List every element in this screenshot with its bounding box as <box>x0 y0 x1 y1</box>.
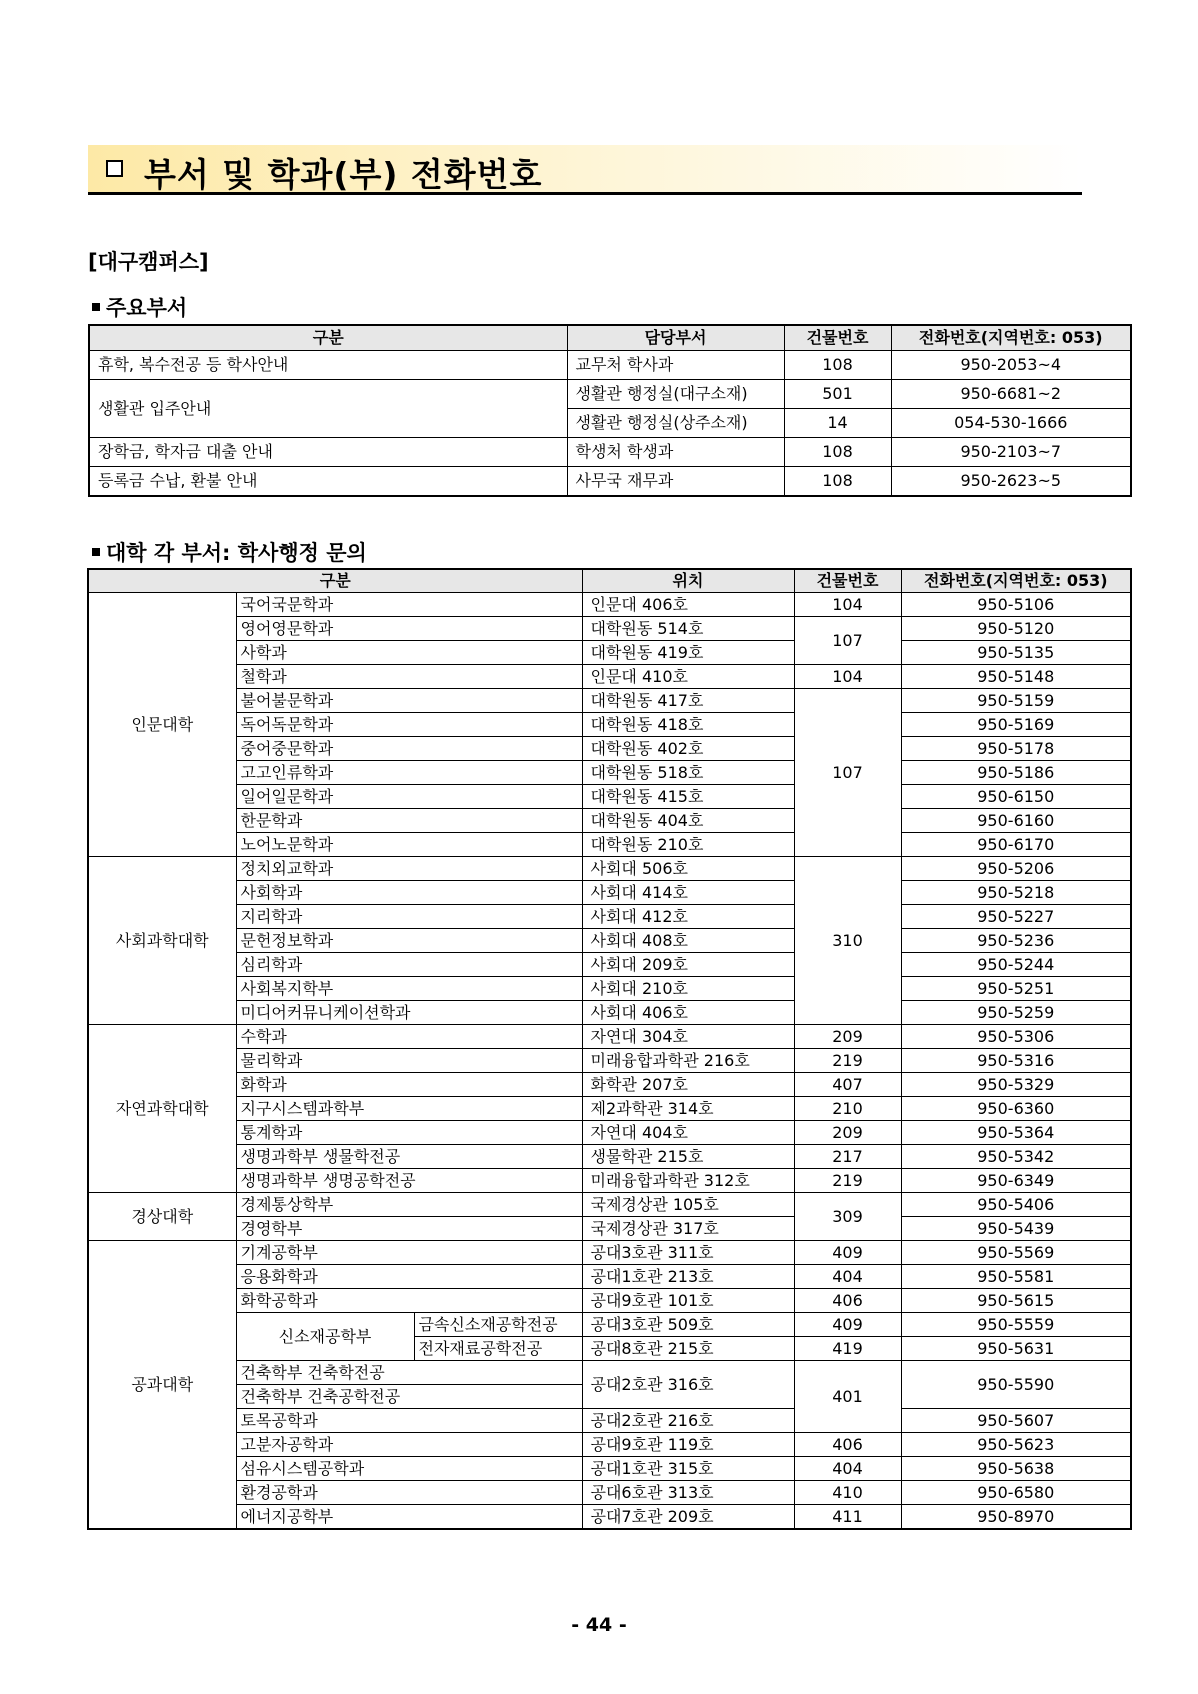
phone-cell: 950-8970 <box>901 1505 1131 1530</box>
location-cell: 국제경상관 105호 <box>582 1193 794 1217</box>
table-row <box>88 1457 1131 1481</box>
building-cell: 107 <box>794 689 901 857</box>
table-row <box>88 1217 1131 1241</box>
phone-cell: 950-5329 <box>901 1073 1131 1097</box>
location-cell: 생물학관 215호 <box>582 1145 794 1169</box>
building-cell: 404 <box>794 1265 901 1289</box>
dept-cell: 중어중문학과 <box>236 737 582 761</box>
dept-cell: 노어노문학과 <box>236 833 582 857</box>
dept-cell: 불어불문학과 <box>236 689 582 713</box>
phone-cell: 950-5120 <box>901 617 1131 641</box>
dept-cell: 금속신소재공학전공 <box>414 1313 582 1337</box>
building-cell: 108 <box>784 438 891 467</box>
phone-cell: 950-5148 <box>901 665 1131 689</box>
table-row <box>89 380 1131 409</box>
checkbox-square-icon <box>106 160 123 177</box>
table-row <box>88 833 1131 857</box>
table-row <box>88 809 1131 833</box>
phone-cell: 950-5227 <box>901 905 1131 929</box>
location-cell: 공대8호관 215호 <box>582 1337 794 1361</box>
table-row <box>89 438 1131 467</box>
dept-cell: 생활관 행정실(대구소재) <box>567 380 784 409</box>
dept-cell: 사무국 재무과 <box>567 467 784 497</box>
dept-cell: 에너지공학부 <box>236 1505 582 1530</box>
phone-cell: 950-5581 <box>901 1265 1131 1289</box>
location-cell: 공대6호관 313호 <box>582 1481 794 1505</box>
table-row <box>88 665 1131 689</box>
building-cell: 411 <box>794 1505 901 1530</box>
college-cell: 사회과학대학 <box>88 857 236 1025</box>
dept-cell: 지리학과 <box>236 905 582 929</box>
dept-cell: 국어국문학과 <box>236 593 582 617</box>
dept-cell: 섬유시스템공학과 <box>236 1457 582 1481</box>
phone-cell: 950-5638 <box>901 1457 1131 1481</box>
building-cell: 406 <box>794 1289 901 1313</box>
location-cell: 대학원동 418호 <box>582 713 794 737</box>
phone-cell: 950-5590 <box>901 1361 1131 1409</box>
phone-cell: 950-5623 <box>901 1433 1131 1457</box>
location-cell: 사회대 210호 <box>582 977 794 1001</box>
dept-cell: 생명과학부 생명공학전공 <box>236 1169 582 1193</box>
header-cell: 담당부서 <box>567 325 784 351</box>
building-cell: 104 <box>794 665 901 689</box>
location-cell: 사회대 408호 <box>582 929 794 953</box>
table-row <box>88 1049 1131 1073</box>
dept-cell: 교무처 학사과 <box>567 351 784 380</box>
table-row <box>88 1505 1131 1530</box>
phone-cell: 950-5106 <box>901 593 1131 617</box>
table-row <box>88 713 1131 737</box>
dept-cell: 한문학과 <box>236 809 582 833</box>
building-cell: 419 <box>794 1337 901 1361</box>
location-cell: 사회대 406호 <box>582 1001 794 1025</box>
location-cell: 자연대 404호 <box>582 1121 794 1145</box>
building-cell: 217 <box>794 1145 901 1169</box>
building-cell: 209 <box>794 1025 901 1049</box>
location-cell: 사회대 209호 <box>582 953 794 977</box>
college-cell: 자연과학대학 <box>88 1025 236 1193</box>
bullet-square-icon <box>92 303 100 311</box>
table-row <box>88 1001 1131 1025</box>
location-cell: 인문대 410호 <box>582 665 794 689</box>
location-cell: 공대2호관 216호 <box>582 1409 794 1433</box>
table-row <box>88 737 1131 761</box>
bullet-square-icon <box>92 548 100 556</box>
dept-cell: 영어영문학과 <box>236 617 582 641</box>
table-row <box>88 689 1131 713</box>
building-cell: 104 <box>794 593 901 617</box>
phone-cell: 950-6349 <box>901 1169 1131 1193</box>
dept-cell: 토목공학과 <box>236 1409 582 1433</box>
phone-cell: 950-6681~2 <box>891 380 1131 409</box>
phone-cell: 950-5169 <box>901 713 1131 737</box>
phone-cell: 950-5159 <box>901 689 1131 713</box>
location-cell: 공대9호관 119호 <box>582 1433 794 1457</box>
phone-cell: 950-5607 <box>901 1409 1131 1433</box>
phone-cell: 950-5236 <box>901 929 1131 953</box>
phone-cell: 950-6360 <box>901 1097 1131 1121</box>
category-cell: 휴학, 복수전공 등 학사안내 <box>89 351 567 380</box>
phone-cell: 950-6580 <box>901 1481 1131 1505</box>
dept-cell: 일어일문학과 <box>236 785 582 809</box>
building-cell: 14 <box>784 409 891 438</box>
header-cell: 건물번호 <box>794 569 901 593</box>
phone-cell: 950-5135 <box>901 641 1131 665</box>
dept-cell: 경영학부 <box>236 1217 582 1241</box>
phone-cell: 950-6170 <box>901 833 1131 857</box>
building-cell: 219 <box>794 1049 901 1073</box>
building-cell: 407 <box>794 1073 901 1097</box>
table-row <box>89 467 1131 497</box>
table-row <box>88 1289 1131 1313</box>
dept-cell: 건축학부 건축학전공 <box>236 1361 582 1385</box>
location-cell: 자연대 304호 <box>582 1025 794 1049</box>
table-row <box>88 617 1131 641</box>
section-title: 주요부서 <box>106 296 188 320</box>
dept-cell: 생활관 행정실(상주소재) <box>567 409 784 438</box>
table-row <box>88 1073 1131 1097</box>
table-row <box>88 1025 1131 1049</box>
dept-cell: 고분자공학과 <box>236 1433 582 1457</box>
dept-cell: 수학과 <box>236 1025 582 1049</box>
location-cell: 공대9호관 101호 <box>582 1289 794 1313</box>
location-cell: 인문대 406호 <box>582 593 794 617</box>
phone-cell: 950-5306 <box>901 1025 1131 1049</box>
dept-cell: 경제통상학부 <box>236 1193 582 1217</box>
dept-cell: 문헌정보학과 <box>236 929 582 953</box>
phone-cell: 950-5342 <box>901 1145 1131 1169</box>
table-header-row <box>88 569 1131 593</box>
category-cell: 장학금, 학자금 대출 안내 <box>89 438 567 467</box>
building-cell: 219 <box>794 1169 901 1193</box>
table-row <box>88 857 1131 881</box>
header-cell: 위치 <box>582 569 794 593</box>
phone-cell: 950-5251 <box>901 977 1131 1001</box>
location-cell: 대학원동 404호 <box>582 809 794 833</box>
location-cell: 미래융합과학관 216호 <box>582 1049 794 1073</box>
table-row <box>88 785 1131 809</box>
college-cell: 경상대학 <box>88 1193 236 1241</box>
dept-cell: 사회학과 <box>236 881 582 905</box>
dept-cell: 미디어커뮤니케이션학과 <box>236 1001 582 1025</box>
building-cell: 409 <box>794 1241 901 1265</box>
phone-cell: 950-5615 <box>901 1289 1131 1313</box>
dept-cell: 고고인류학과 <box>236 761 582 785</box>
table-row <box>88 1409 1131 1433</box>
building-cell: 410 <box>794 1481 901 1505</box>
table-row <box>88 1193 1131 1217</box>
location-cell: 화학관 207호 <box>582 1073 794 1097</box>
phone-cell: 950-6160 <box>901 809 1131 833</box>
table-row <box>88 593 1131 617</box>
table-row <box>88 1313 1131 1337</box>
header-cell: 전화번호(지역번호: 053) <box>901 569 1131 593</box>
college-cell: 공과대학 <box>88 1241 236 1530</box>
phone-cell: 950-2053~4 <box>891 351 1131 380</box>
location-cell: 사회대 414호 <box>582 881 794 905</box>
location-cell: 대학원동 210호 <box>582 833 794 857</box>
location-cell: 공대1호관 213호 <box>582 1265 794 1289</box>
location-cell: 대학원동 402호 <box>582 737 794 761</box>
table-row <box>88 881 1131 905</box>
location-cell: 미래융합과학관 312호 <box>582 1169 794 1193</box>
page-title: 부서 및 학과(부) 전화번호 <box>144 155 543 194</box>
category-cell: 등록금 수납, 환불 안내 <box>89 467 567 497</box>
building-cell: 108 <box>784 351 891 380</box>
phone-cell: 950-6150 <box>901 785 1131 809</box>
college-cell: 인문대학 <box>88 593 236 857</box>
table-row <box>88 977 1131 1001</box>
phone-cell: 950-5244 <box>901 953 1131 977</box>
phone-cell: 950-5406 <box>901 1193 1131 1217</box>
dept-cell: 정치외교학과 <box>236 857 582 881</box>
phone-cell: 950-5559 <box>901 1313 1131 1337</box>
phone-cell: 950-2103~7 <box>891 438 1131 467</box>
location-cell: 대학원동 518호 <box>582 761 794 785</box>
section-heading-main-departments <box>92 292 187 322</box>
dept-cell: 화학과 <box>236 1073 582 1097</box>
dept-cell: 물리학과 <box>236 1049 582 1073</box>
phone-cell: 950-5186 <box>901 761 1131 785</box>
building-cell: 309 <box>794 1193 901 1241</box>
college-departments-table <box>87 568 1132 1530</box>
location-cell: 공대2호관 316호 <box>582 1361 794 1409</box>
dept-cell: 화학공학과 <box>236 1289 582 1313</box>
page-number: - 44 - <box>571 1614 627 1636</box>
building-cell: 310 <box>794 857 901 1025</box>
header-cell: 구분 <box>88 569 582 593</box>
dept-cell: 건축학부 건축공학전공 <box>236 1385 582 1409</box>
dept-cell: 독어독문학과 <box>236 713 582 737</box>
table-row <box>89 351 1131 380</box>
table-row <box>88 761 1131 785</box>
category-cell: 생활관 입주안내 <box>89 380 567 438</box>
table-row <box>88 1097 1131 1121</box>
phone-cell: 950-5218 <box>901 881 1131 905</box>
header-cell: 구분 <box>89 325 567 351</box>
table-row <box>88 641 1131 665</box>
building-cell: 409 <box>794 1313 901 1337</box>
building-cell: 501 <box>784 380 891 409</box>
location-cell: 대학원동 415호 <box>582 785 794 809</box>
dept-cell: 사학과 <box>236 641 582 665</box>
building-cell: 209 <box>794 1121 901 1145</box>
location-cell: 공대1호관 315호 <box>582 1457 794 1481</box>
phone-cell: 950-5631 <box>901 1337 1131 1361</box>
sub-major-cell: 신소재공학부 <box>236 1313 414 1361</box>
dept-cell: 전자재료공학전공 <box>414 1337 582 1361</box>
table-row <box>88 1145 1131 1169</box>
dept-cell: 기계공학부 <box>236 1241 582 1265</box>
table-row <box>88 905 1131 929</box>
dept-cell: 철학과 <box>236 665 582 689</box>
building-cell: 210 <box>794 1097 901 1121</box>
dept-cell: 생명과학부 생물학전공 <box>236 1145 582 1169</box>
phone-cell: 950-5206 <box>901 857 1131 881</box>
table-row <box>88 1265 1131 1289</box>
location-cell: 사회대 506호 <box>582 857 794 881</box>
location-cell: 공대3호관 509호 <box>582 1313 794 1337</box>
location-cell: 대학원동 419호 <box>582 641 794 665</box>
location-cell: 공대7호관 209호 <box>582 1505 794 1530</box>
phone-cell: 950-5439 <box>901 1217 1131 1241</box>
building-cell: 406 <box>794 1433 901 1457</box>
phone-cell: 950-5178 <box>901 737 1131 761</box>
location-cell: 제2과학관 314호 <box>582 1097 794 1121</box>
table-row <box>88 953 1131 977</box>
phone-cell: 054-530-1666 <box>891 409 1131 438</box>
table-row <box>88 929 1131 953</box>
campus-label: [대구캠퍼스] <box>88 250 209 274</box>
location-cell: 국제경상관 317호 <box>582 1217 794 1241</box>
table-row <box>88 1481 1131 1505</box>
table-row <box>88 1121 1131 1145</box>
table-header-row <box>89 325 1131 351</box>
section-title: 대학 각 부서: 학사행정 문의 <box>106 541 367 565</box>
phone-cell: 950-2623~5 <box>891 467 1131 497</box>
phone-cell: 950-5259 <box>901 1001 1131 1025</box>
building-cell: 107 <box>794 617 901 665</box>
section-heading-college-departments <box>92 537 367 567</box>
dept-cell: 심리학과 <box>236 953 582 977</box>
section-title-bar <box>88 145 1082 195</box>
dept-cell: 응용화학과 <box>236 1265 582 1289</box>
phone-cell: 950-5316 <box>901 1049 1131 1073</box>
dept-cell: 통계학과 <box>236 1121 582 1145</box>
location-cell: 사회대 412호 <box>582 905 794 929</box>
dept-cell: 환경공학과 <box>236 1481 582 1505</box>
phone-cell: 950-5569 <box>901 1241 1131 1265</box>
location-cell: 공대3호관 311호 <box>582 1241 794 1265</box>
building-cell: 404 <box>794 1457 901 1481</box>
table-row <box>88 1433 1131 1457</box>
table-row <box>88 1241 1131 1265</box>
main-departments-table <box>88 324 1132 497</box>
dept-cell: 사회복지학부 <box>236 977 582 1001</box>
building-cell: 401 <box>794 1361 901 1433</box>
dept-cell: 지구시스템과학부 <box>236 1097 582 1121</box>
location-cell: 대학원동 514호 <box>582 617 794 641</box>
phone-cell: 950-5364 <box>901 1121 1131 1145</box>
header-cell: 건물번호 <box>784 325 891 351</box>
dept-cell: 학생처 학생과 <box>567 438 784 467</box>
header-cell: 전화번호(지역번호: 053) <box>891 325 1131 351</box>
table-row <box>88 1169 1131 1193</box>
building-cell: 108 <box>784 467 891 497</box>
location-cell: 대학원동 417호 <box>582 689 794 713</box>
table-row <box>88 1361 1131 1385</box>
